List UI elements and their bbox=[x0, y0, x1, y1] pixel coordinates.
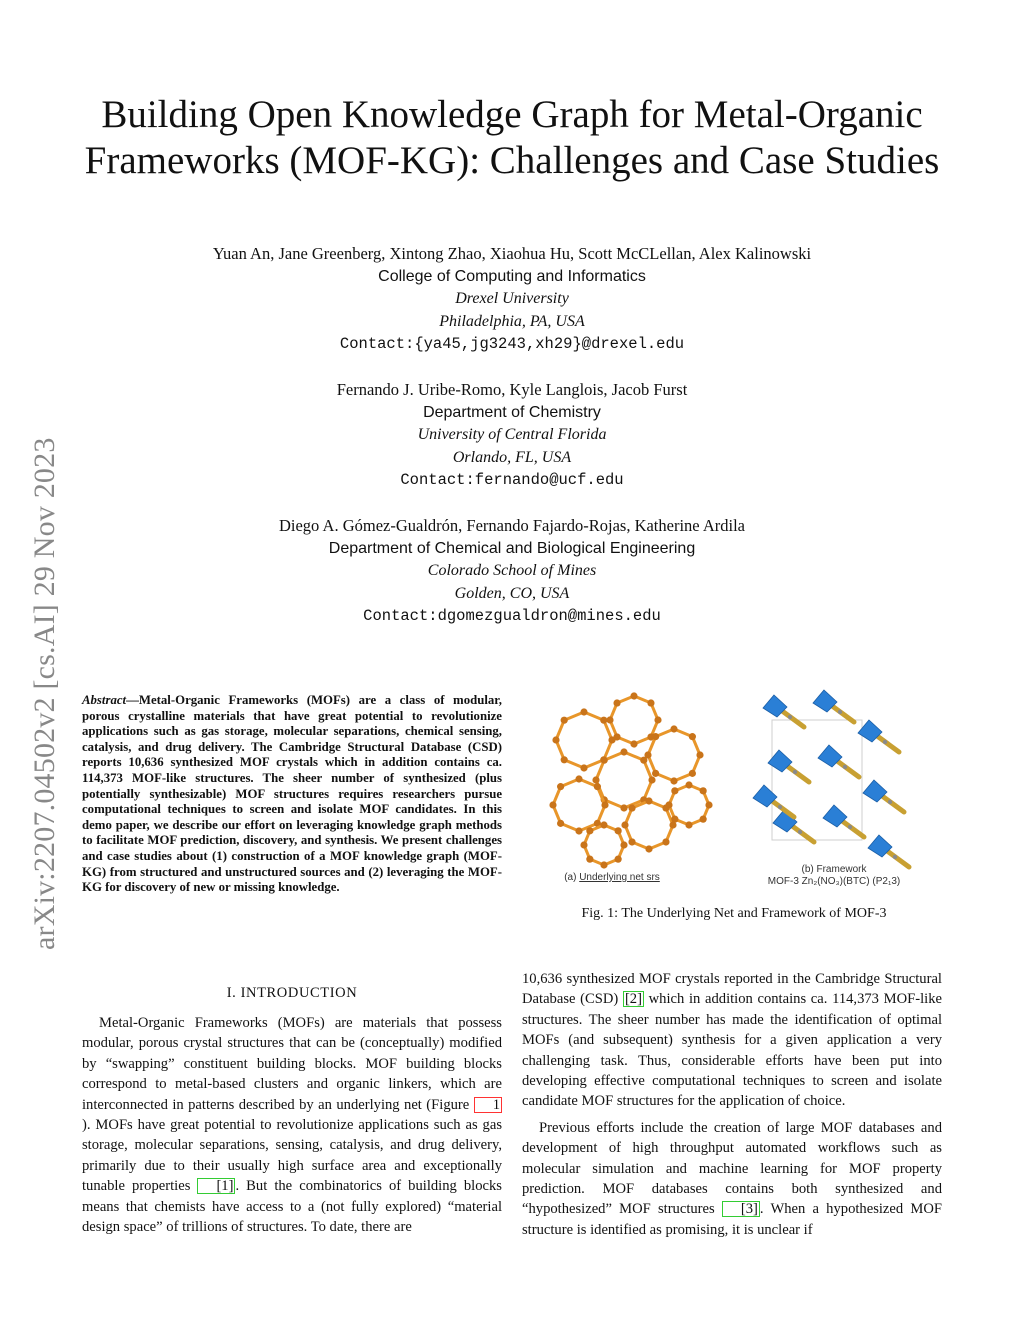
department: Department of Chemical and Biological Engineering bbox=[328, 539, 696, 557]
net-node bbox=[600, 861, 607, 868]
net-node bbox=[552, 736, 559, 743]
authors: Yuan An, Jane Greenberg, Xintong Zhao, Xiaohua Hu, Scott McCLellan, Alex Kalinowski bbox=[212, 244, 812, 263]
abstract-text: —Metal-Organic Frameworks (MOFs) are a class of modular, porous crystalline materials that have great potential to revolutionize applications such as gas storage, molecular separations, chemical sensing, catalysis, and drug delivery. The Cambridge Structural Database (CSD) reports 10,636 synthesized MOF crystals which in addition contains ca. 114,373 MOF-like structures. The sheer number of synthesized (plus potentially synthesizable) MOF structures requires researchers pursue computational techniques to screen and isolate MOF candidates. In this demo paper, we describe our effort on leveraging knowledge graph methods to facilitate MOF prediction, discovery, and synthesis. We present challenges and case studies about (1) construction of a MOF knowledge graph (MOF-KG) from structured and unstructured sources and (2) leveraging the MOF-KG for discovery of new or missing knowledge. bbox=[82, 693, 502, 895]
net-node bbox=[606, 716, 613, 723]
affiliation-block-1 bbox=[90, 243, 934, 356]
net-node bbox=[689, 770, 696, 777]
net-node bbox=[665, 801, 672, 808]
framework-mof3-image bbox=[753, 690, 909, 867]
net-node bbox=[601, 757, 608, 764]
underlying-net-srs-image bbox=[549, 692, 712, 868]
net-node bbox=[561, 717, 568, 724]
section-heading: I. INTRODUCTION bbox=[226, 985, 358, 1001]
net-node bbox=[620, 841, 627, 848]
arxiv-stamp bbox=[28, 360, 68, 950]
subfigure-b-formula: MOF-3 Zn₂(NO₃)(BTC) (P2₁3) bbox=[767, 876, 901, 887]
atom bbox=[798, 830, 802, 834]
contact-email: Contact:{ya45,jg3243,xh29}@drexel.edu bbox=[339, 335, 685, 353]
net-node bbox=[696, 751, 703, 758]
left-column bbox=[82, 1013, 502, 1237]
authors: Diego A. Gómez-Gualdrón, Fernando Fajardo-Rojas, Katherine Ardila bbox=[278, 516, 745, 535]
subfigure-a-label: (a) Underlying net srs bbox=[564, 872, 660, 883]
institution: Drexel University bbox=[455, 290, 569, 307]
net-node bbox=[700, 787, 707, 794]
net-node bbox=[594, 783, 601, 790]
institution: Colorado School of Mines bbox=[427, 562, 597, 579]
intro-paragraph-2: Previous efforts include the creation of large MOF databases and development of high throughput automated workflows such as molecular simulation and machine learning for MOF property prediction. MOF databases contains both synthesized and “hypothesized” MOF structures [3] . When a hypothesized MOF structure is identified as promising, it is unclear if bbox=[522, 1119, 942, 1238]
net-node bbox=[648, 776, 655, 783]
net-node bbox=[645, 797, 652, 804]
net-node bbox=[645, 845, 652, 852]
net-node bbox=[671, 787, 678, 794]
net-node bbox=[601, 801, 608, 808]
contact-email: Contact:fernando@ucf.edu bbox=[400, 471, 624, 489]
net-node bbox=[700, 816, 707, 823]
subfigure-b-label: (b) Framework bbox=[801, 864, 867, 875]
affiliation-block-3 bbox=[90, 515, 934, 628]
location: Philadelphia, PA, USA bbox=[439, 312, 585, 330]
abstract bbox=[82, 693, 502, 896]
net-node bbox=[561, 756, 568, 763]
net-node bbox=[630, 740, 637, 747]
net-node bbox=[685, 781, 692, 788]
net-node bbox=[575, 827, 582, 834]
net-node bbox=[592, 776, 599, 783]
net-node bbox=[628, 804, 635, 811]
location: Golden, CO, USA bbox=[454, 584, 570, 602]
net-node bbox=[557, 820, 564, 827]
net-node bbox=[575, 775, 582, 782]
net-node bbox=[600, 821, 607, 828]
figure-1 bbox=[524, 680, 944, 890]
net-node bbox=[647, 699, 654, 706]
atom bbox=[838, 710, 842, 714]
net-node bbox=[685, 821, 692, 828]
net-node bbox=[615, 856, 622, 863]
net-node bbox=[613, 733, 620, 740]
figure-reference-link[interactable]: 1 bbox=[474, 1097, 502, 1113]
atom bbox=[788, 715, 792, 719]
citation-link-3[interactable]: [3] bbox=[722, 1201, 760, 1217]
net-node bbox=[689, 733, 696, 740]
net-node bbox=[580, 764, 587, 771]
net-node bbox=[654, 716, 661, 723]
net-node bbox=[586, 827, 593, 834]
net-node bbox=[670, 725, 677, 732]
net-node bbox=[630, 692, 637, 699]
abstract-lead: Abstract bbox=[82, 693, 127, 707]
net-node bbox=[705, 801, 712, 808]
atom bbox=[888, 800, 892, 804]
atom bbox=[883, 740, 887, 744]
net-node bbox=[652, 770, 659, 777]
atom bbox=[793, 770, 797, 774]
net-node bbox=[580, 708, 587, 715]
atom bbox=[843, 765, 847, 769]
net-node bbox=[615, 827, 622, 834]
atom bbox=[893, 855, 897, 859]
net-node bbox=[621, 821, 628, 828]
location: Orlando, FL, USA bbox=[452, 448, 572, 466]
arxiv-stamp-text: arXiv:2207.04502v2 [cs.AI] 29 Nov 2023 bbox=[28, 437, 61, 950]
net-node bbox=[600, 717, 607, 724]
net-node bbox=[662, 838, 669, 845]
net-node bbox=[670, 777, 677, 784]
net-node bbox=[671, 816, 678, 823]
figure-caption: Fig. 1: The Underlying Net and Framework of MOF-3 bbox=[581, 906, 887, 921]
net-node bbox=[586, 856, 593, 863]
net-node bbox=[652, 733, 659, 740]
department: College of Computing and Informatics bbox=[378, 267, 646, 285]
affiliation-block-2 bbox=[90, 379, 934, 492]
department: Department of Chemistry bbox=[423, 403, 601, 421]
net-node bbox=[580, 841, 587, 848]
right-column bbox=[522, 969, 942, 1240]
institution: University of Central Florida bbox=[417, 426, 607, 443]
citation-link-2[interactable]: [2] bbox=[624, 991, 642, 1008]
net-node bbox=[620, 748, 627, 755]
atom bbox=[778, 805, 782, 809]
net-node bbox=[557, 783, 564, 790]
net-node bbox=[613, 699, 620, 706]
net-node bbox=[628, 838, 635, 845]
figure-1-illustration bbox=[524, 680, 944, 890]
intro-paragraph-1: Metal-Organic Frameworks (MOFs) are materials that possess modular, porous crystal structures that can be (conceptually) modified by “swapping” constituent building blocks. MOF building blocks correspond to metal-based clusters and organic linkers, which are interconnected in patterns described by an underlying net (Figure 1). MOFs have great potential to revolutionize applications such as gas storage, molecular separations, sensing, catalysis, and drug delivery, primarily due to their usually high surface area and exceptionally tunable properties [1] . But the combinatorics of building blocks means that chemists have access to a (not fully explored) “material design space” of trillions of structures. To date, there are bbox=[82, 1015, 502, 1236]
net-node bbox=[640, 757, 647, 764]
net-node bbox=[549, 801, 556, 808]
paper-title: Building Open Knowledge Graph for Metal-Organic Frameworks (MOF-KG): Challenges and Case Studies bbox=[84, 93, 940, 182]
atom bbox=[848, 825, 852, 829]
intro-paragraph-1-cont: 10,636 synthesized MOF crystals reported in the Cambridge Structural Database (CSD) [2] which in addition contains ca. 114,373 MOF-like structures. The sheer number has made the identification of optimal MOFs (and subsequent) synthesis for a given application a very challenging task. Thus, considerable efforts have been put into developing effective computational techniques to screen and isolate candidate MOF structures for the application of choice. bbox=[522, 971, 942, 1110]
authors: Fernando J. Uribe-Romo, Kyle Langlois, Jacob Furst bbox=[336, 380, 688, 399]
contact-email: Contact:dgomezgualdron@mines.edu bbox=[363, 607, 661, 625]
net-node bbox=[620, 804, 627, 811]
citation-link-1[interactable]: [1] bbox=[197, 1178, 235, 1194]
